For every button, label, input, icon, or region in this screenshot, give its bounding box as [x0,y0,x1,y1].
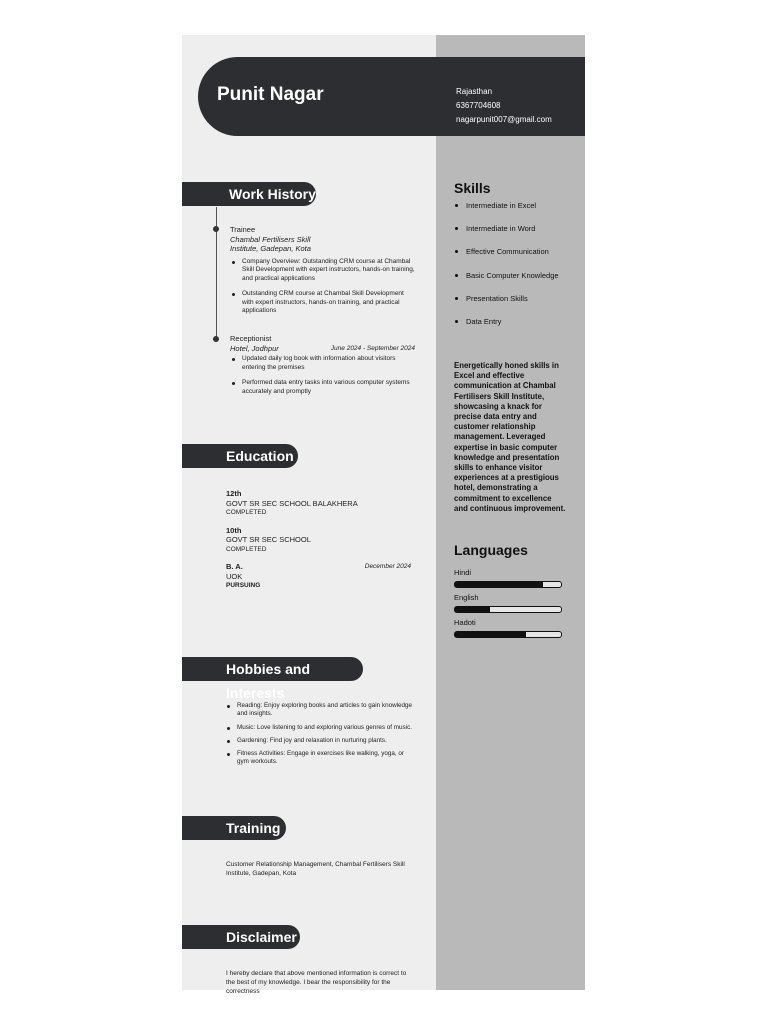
profile-summary: Energetically honed skills in Excel and effective communication at Chambal Fertilisers Skill Institute, showcasing a knack for precise data entry and customer relationship management. Leveraged expertise in basic computer knowledge and presentation skills to enhance visitor experiences at a prestigious hotel, demonstrating a commitment to excellence and continuous improvement. [454,361,566,513]
education-status: COMPLETED [226,545,267,553]
hobbies-heading: Hobbies and Interests [182,657,363,681]
hobbies-list [225,702,413,772]
job-entry-receptionist [230,334,415,403]
list-item: Fitness Activities: Engage in exercises like walking, yoga, or gym workouts. [225,750,413,767]
job-role: Trainee [230,225,256,234]
header-banner [198,57,585,136]
job-company: Hotel, Jodhpur [230,343,279,353]
job-bullets [230,258,415,316]
education-heading: Education [182,444,298,468]
candidate-name: Punit Nagar [217,84,324,105]
skill-item: Basic Computer Knowledge [454,271,559,294]
contact-email: nagarpunit007@gmail.com [456,115,552,124]
language-level-bar [454,631,562,638]
skill-item: Presentation Skills [454,294,559,317]
training-text: Customer Relationship Management, Chambal Fertilisers Skill Institute, Gadepan, Kota [226,861,405,877]
list-item: Performed data entry tasks into various computer systems accurately and promptly [230,379,415,396]
timeline-dot [213,226,219,232]
job-location: Institute, Gadepan, Kota [230,244,311,253]
language-level-bar [454,581,562,588]
education-item [226,489,411,518]
education-date: December 2024 [364,563,411,570]
education-item [226,526,411,555]
education-list [226,489,411,591]
timeline-dot [213,336,219,342]
list-item: Music: Love listening to and exploring various genres of music. [225,724,413,732]
language-level-bar [454,606,562,613]
skill-item: Intermediate in Word [454,224,559,247]
job-company: Chambal Fertilisers Skill [230,234,311,244]
contact-phone: 6367704608 [456,101,501,110]
languages-heading: Languages [454,542,528,558]
disclaimer-text: I hereby declare that above mentioned information is correct to the best of my knowledge. I bear the responsibility for the correctness [226,970,407,995]
list-item: Company Overview: Outstanding CRM course at Chambal Skill Development with expert instructors, hands-on training, and practical applications [230,258,415,284]
skills-list [454,201,559,340]
list-item: Updated daily log book with information about visitors entering the premises [230,355,415,372]
skills-heading: Skills [454,180,491,196]
education-degree: 12th [226,489,242,498]
training-heading: Training [182,816,286,840]
job-bullets [230,355,415,396]
education-status: PURSUING [226,582,261,589]
education-degree: B. A. [226,562,243,571]
job-dates: June 2024 - September 2024 [330,344,415,352]
language-name-english: English [454,593,479,602]
education-item [226,562,411,591]
contact-block [456,85,552,127]
disclaimer-heading: Disclaimer [182,925,300,949]
contact-location: Rajasthan [456,87,493,96]
language-name-hadoti: Hadoti [454,618,476,627]
skill-item: Effective Communication [454,247,559,270]
education-school: GOVT SR SEC SCHOOL BALAKHERA [226,498,358,508]
skill-item: Intermediate in Excel [454,201,559,224]
list-item: Reading: Enjoy exploring books and articles to gain knowledge and insights. [225,702,413,719]
language-name-hindi: Hindi [454,568,472,577]
education-school: UOK [226,571,243,581]
resume-page [182,35,585,995]
list-item: Outstanding CRM course at Chambal Skill Development with expert instructors, hands-on training, and practical applications [230,290,415,316]
education-school: GOVT SR SEC SCHOOL [226,535,311,544]
education-degree: 10th [226,525,242,535]
job-role: Receptionist [230,334,272,343]
work-history-heading: Work History [182,182,316,206]
list-item: Gardening: Find joy and relaxation in nurturing plants. [225,737,413,745]
skill-item: Data Entry [454,317,559,340]
job-entry-trainee [230,225,415,323]
education-status: COMPLETED [226,509,267,516]
